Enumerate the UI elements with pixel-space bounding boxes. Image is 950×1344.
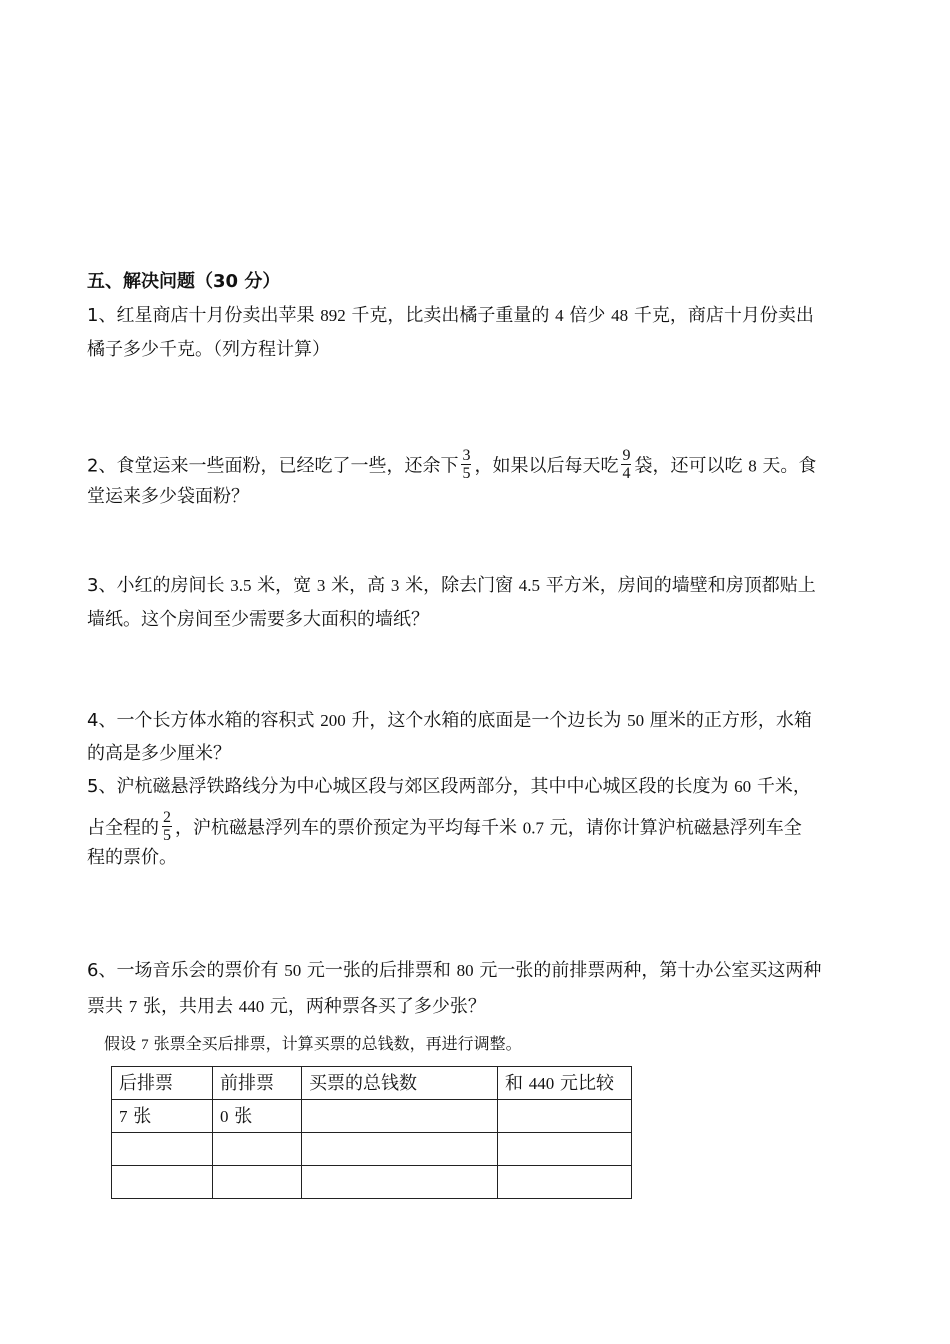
text: 元，两种票各买了多少张？ bbox=[264, 996, 486, 1017]
question-2-line-1 bbox=[87, 449, 816, 484]
question-4-line-1 bbox=[87, 709, 812, 733]
cell-total[interactable] bbox=[302, 1166, 498, 1199]
cell-total[interactable] bbox=[302, 1133, 498, 1166]
volume: 200 bbox=[320, 711, 346, 730]
text: 天。食 bbox=[756, 455, 817, 477]
denominator: 5 bbox=[163, 827, 171, 844]
fraction-of-route bbox=[162, 809, 172, 844]
table-header-row bbox=[112, 1067, 632, 1100]
segment-km: 60 bbox=[734, 777, 752, 796]
denominator: 4 bbox=[622, 465, 631, 482]
text: 厘米的正方形，水箱 bbox=[644, 710, 812, 731]
cell-front bbox=[213, 1100, 302, 1133]
width: 3 bbox=[316, 576, 326, 595]
price-per-km: 0.7 bbox=[522, 818, 544, 838]
cell-front[interactable] bbox=[213, 1133, 302, 1166]
table-row bbox=[112, 1133, 632, 1166]
fraction-remaining bbox=[461, 447, 471, 482]
unit: 张 bbox=[127, 1106, 152, 1127]
text: 袋，还可以吃 bbox=[634, 455, 749, 477]
question-5-line-2 bbox=[87, 811, 802, 846]
section-title: 五、解决问题（30 分） bbox=[87, 271, 281, 292]
text: 千克，商店十月份卖出 bbox=[628, 305, 814, 326]
text: 米，除去门窗 bbox=[399, 575, 519, 596]
table-row bbox=[112, 1100, 632, 1133]
header-front: 前排票 bbox=[213, 1067, 302, 1100]
question-6-line-1 bbox=[87, 959, 821, 983]
side: 50 bbox=[627, 711, 645, 730]
hint-count: 7 bbox=[141, 1037, 149, 1053]
question-2-line-2: 堂运来多少袋面粉？ bbox=[87, 486, 249, 507]
denominator: 5 bbox=[462, 465, 471, 482]
text: 元，请你计算沪杭磁悬浮列车全 bbox=[543, 817, 802, 839]
text: 平方米，房间的墙壁和房顶都贴上 bbox=[540, 575, 816, 596]
text: 1、红星商店十月份卖出苹果 bbox=[87, 305, 321, 326]
question-5-line-1 bbox=[87, 775, 811, 799]
cell-back[interactable] bbox=[112, 1133, 213, 1166]
text: 3、小红的房间长 bbox=[87, 575, 231, 596]
total-spent: 440 bbox=[238, 997, 265, 1016]
text: 占全程的 bbox=[87, 817, 159, 839]
days: 8 bbox=[748, 456, 757, 476]
front-price: 80 bbox=[456, 961, 474, 980]
cell-front[interactable] bbox=[213, 1166, 302, 1199]
text: 倍少 bbox=[563, 305, 612, 326]
text: 千米， bbox=[751, 776, 811, 797]
cell-back bbox=[112, 1100, 213, 1133]
text: 4、一个长方体水箱的容积式 bbox=[87, 710, 321, 731]
header-back: 后排票 bbox=[112, 1067, 213, 1100]
compare-amount: 440 bbox=[528, 1074, 555, 1093]
text: ，沪杭磁悬浮列车的票价预定为平均每千米 bbox=[175, 817, 523, 839]
unit: 张 bbox=[228, 1106, 253, 1127]
less-kg: 48 bbox=[611, 306, 629, 325]
cell-back[interactable] bbox=[112, 1166, 213, 1199]
text: 元一张的后排票和 bbox=[301, 960, 457, 981]
numerator: 3 bbox=[462, 447, 471, 464]
back-count: 7 bbox=[119, 1107, 128, 1126]
calculation-table bbox=[111, 1066, 632, 1199]
text: 元一张的前排票两种，第十办公室买这两种 bbox=[473, 960, 822, 981]
text: 票共 bbox=[87, 996, 129, 1017]
text: 元比较 bbox=[554, 1073, 614, 1094]
question-3-line-2: 墙纸。这个房间至少需要多大面积的墙纸？ bbox=[87, 609, 429, 630]
question-1-line-2: 橘子多少千克。（列方程计算） bbox=[87, 339, 330, 360]
question-6-hint bbox=[104, 1033, 522, 1056]
back-price: 50 bbox=[284, 961, 302, 980]
text: 米，宽 bbox=[251, 575, 317, 596]
cell-compare[interactable] bbox=[498, 1100, 632, 1133]
question-4-line-2: 的高是多少厘米？ bbox=[87, 743, 231, 764]
text: 2、食堂运来一些面粉，已经吃了一些，还余下 bbox=[87, 455, 459, 477]
question-6-line-2 bbox=[87, 995, 486, 1019]
window-area: 4.5 bbox=[518, 576, 541, 595]
text: 6、一场音乐会的票价有 bbox=[87, 960, 285, 981]
text: 千克，比卖出橘子重量的 bbox=[345, 305, 556, 326]
numerator: 9 bbox=[622, 447, 631, 464]
text: 假设 bbox=[104, 1034, 142, 1053]
question-1-line-1 bbox=[87, 304, 814, 328]
text: 升，这个水箱的底面是一个边长为 bbox=[345, 710, 628, 731]
cell-total[interactable] bbox=[302, 1100, 498, 1133]
ticket-count: 7 bbox=[128, 997, 138, 1016]
length: 3.5 bbox=[230, 576, 252, 595]
question-3-line-1 bbox=[87, 574, 816, 598]
text: 张票全买后排票，计算买票的总钱数，再进行调整。 bbox=[148, 1034, 522, 1053]
apples-kg: 892 bbox=[320, 306, 346, 325]
numerator: 2 bbox=[163, 809, 171, 826]
fraction-daily bbox=[621, 447, 631, 482]
cell-compare[interactable] bbox=[498, 1133, 632, 1166]
cell-compare[interactable] bbox=[498, 1166, 632, 1199]
text: ，如果以后每天吃 bbox=[474, 455, 619, 477]
header-total: 买票的总钱数 bbox=[302, 1067, 498, 1100]
front-count: 0 bbox=[220, 1107, 229, 1126]
text: 和 bbox=[505, 1073, 529, 1094]
header-compare bbox=[498, 1067, 632, 1100]
question-5-line-3: 程的票价。 bbox=[87, 847, 177, 868]
table-row bbox=[112, 1166, 632, 1199]
text: 张，共用去 bbox=[137, 996, 239, 1017]
height: 3 bbox=[390, 576, 400, 595]
text: 5、沪杭磁悬浮铁路线分为中心城区段与郊区段两部分，其中中心城区段的长度为 bbox=[87, 776, 735, 797]
multiplier: 4 bbox=[555, 306, 564, 325]
text: 米，高 bbox=[325, 575, 391, 596]
